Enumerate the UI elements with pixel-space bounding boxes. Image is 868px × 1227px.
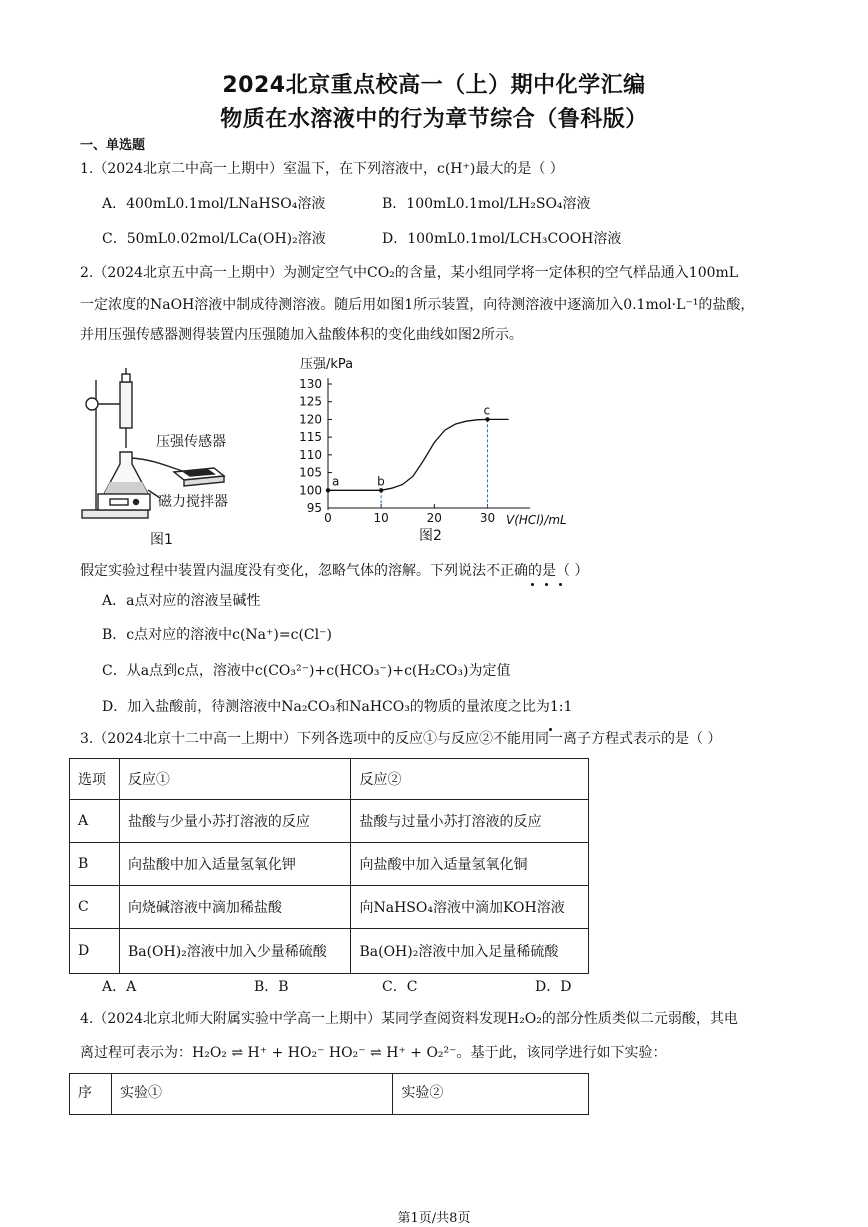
point-label-a: a — [332, 474, 340, 489]
q2-stem-line3: 并用压强传感器测得装置内压强随加入盐酸体积的变化曲线如图2所示。 — [80, 327, 523, 343]
table-cell: 向盐酸中加入适量氢氧化铜 — [351, 843, 589, 886]
x-tick-label: 20 — [426, 511, 442, 525]
y-axis-label: 压强/kPa — [300, 357, 354, 372]
emphasis-dot — [545, 583, 548, 586]
table-header-cell: 序 — [70, 1074, 112, 1115]
point-b — [379, 488, 383, 492]
clamp-knob — [86, 398, 98, 410]
x-tick-label: 30 — [479, 511, 496, 525]
q2-stem-line2: 一定浓度的NaOH溶液中制成待测溶液。随后用如图1所示装置，向待测溶液中逐滴加入0.1mol·L⁻¹的盐酸， — [80, 297, 755, 313]
table-header-row — [70, 759, 589, 800]
table-row — [70, 843, 589, 886]
q2-option-d: D．加入盐酸前，待测溶液中Na₂CO₃和NaHCO₃的物质的量浓度之比为1:1 — [102, 699, 573, 715]
table-row — [70, 929, 589, 974]
table-row — [70, 886, 589, 929]
q1-stem: 1.（2024北京二中高一上期中）室温下，在下列溶液中，c(H⁺)最大的是（ ） — [80, 161, 564, 177]
y-tick-label: 125 — [299, 394, 322, 409]
q1-option-b: B．100mL0.1mol/LH₂SO₄溶液 — [382, 196, 591, 212]
table-header-cell: 反应① — [119, 759, 351, 800]
figure2-pressure-chart — [290, 352, 570, 548]
table-header-cell: 实验② — [393, 1074, 589, 1115]
q2-option-b: B．c点对应的溶液中c(Na⁺)=c(Cl⁻) — [102, 627, 332, 643]
y-tick-label: 120 — [299, 412, 322, 427]
pressure-sensor-label: 压强传感器 — [156, 434, 226, 450]
table-cell: A — [70, 800, 120, 843]
y-tick-label: 115 — [299, 430, 322, 445]
table-row — [70, 800, 589, 843]
table-cell: B — [70, 843, 120, 886]
pressure-curve — [328, 419, 509, 490]
table-header-cell: 反应② — [351, 759, 589, 800]
q1-option-d: D．100mL0.1mol/LCH₃COOH溶液 — [382, 231, 622, 247]
q2-question: 假定实验过程中装置内温度没有变化，忽略气体的溶解。下列说法不正确的是（ ） — [80, 563, 589, 579]
point-label-b: b — [377, 474, 385, 489]
figure1-apparatus — [76, 360, 256, 550]
section-heading: 一、单选题 — [80, 138, 146, 153]
q3-option-c: C．C — [382, 979, 418, 995]
table-header-cell: 实验① — [111, 1074, 392, 1115]
q3-table — [69, 758, 589, 974]
document-title-line2: 物质在水溶液中的行为章节综合（鲁科版） — [220, 107, 648, 132]
x-tick-label: 10 — [373, 511, 389, 525]
table-cell: 盐酸与过量小苏打溶液的反应 — [351, 800, 589, 843]
table-cell: Ba(OH)₂溶液中加入少量稀硫酸 — [119, 929, 351, 974]
document-title-line1: 2024北京重点校高一（上）期中化学汇编 — [222, 73, 646, 98]
table-cell: Ba(OH)₂溶液中加入足量稀硫酸 — [351, 929, 589, 974]
emphasis-dot — [531, 583, 534, 586]
point-a — [326, 488, 330, 492]
q4-stem-line2: 离过程可表示为：H₂O₂ ⇌ H⁺ + HO₂⁻ HO₂⁻ ⇌ H⁺ + O₂²⁻。基于此，该同学进行如下实验： — [80, 1045, 667, 1061]
y-tick-label: 105 — [299, 465, 322, 480]
emphasis-dot — [549, 728, 552, 731]
figure2-caption: 图2 — [419, 528, 442, 544]
magnetic-stirrer-label: 磁力搅拌器 — [158, 494, 228, 510]
q2-stem-line1: 2.（2024北京五中高一上期中）为测定空气中CO₂的含量，某小组同学将一定体积的空气样品通入100mL — [80, 265, 739, 281]
q3-stem: 3.（2024北京十二中高一上期中）下列各选项中的反应①与反应②不能用同一离子方程式表示的是（ ） — [80, 731, 722, 747]
table-cell: 向NaHSO₄溶液中滴加KOH溶液 — [351, 886, 589, 929]
y-tick-label: 100 — [299, 483, 322, 498]
table-cell: 向烧碱溶液中滴加稀盐酸 — [119, 886, 351, 929]
x-axis-label: V(HCl)/mL — [506, 513, 567, 527]
q4-stem-line1: 4.（2024北京北师大附属实验中学高一上期中）某同学查阅资料发现H₂O₂的部分性质类似二元弱酸，其电 — [80, 1011, 738, 1027]
y-tick-label: 130 — [299, 377, 322, 391]
stand-base — [82, 510, 148, 518]
point-label-c: c — [483, 403, 491, 418]
x-tick-label: 0 — [324, 511, 332, 525]
table-cell: C — [70, 886, 120, 929]
emphasis-dot — [559, 583, 562, 586]
q1-option-a: A．400mL0.1mol/LNaHSO₄溶液 — [102, 196, 326, 212]
q4-table — [69, 1073, 589, 1115]
q1-option-c: C．50mL0.02mol/LCa(OH)₂溶液 — [102, 231, 326, 247]
y-tick-label: 95 — [306, 501, 322, 515]
table-cell: 盐酸与少量小苏打溶液的反应 — [119, 800, 351, 843]
q3-option-a: A．A — [102, 979, 137, 995]
q3-option-d: D．D — [535, 979, 572, 995]
q2-option-a: A．a点对应的溶液呈碱性 — [102, 593, 261, 609]
table-cell: D — [70, 929, 120, 974]
point-c — [485, 417, 489, 421]
page-footer: 第1页/共8页 — [397, 1211, 471, 1226]
q3-option-b: B．B — [254, 979, 289, 995]
table-header-row — [70, 1074, 589, 1115]
figure1-caption: 图1 — [150, 532, 173, 548]
table-cell: 向盐酸中加入适量氢氧化钾 — [119, 843, 351, 886]
y-tick-label: 110 — [299, 447, 322, 462]
table-header-cell: 选项 — [70, 759, 120, 800]
burette-body — [120, 382, 132, 428]
q2-option-c: C．从a点到c点，溶液中c(CO₃²⁻)+c(HCO₃⁻)+c(H₂CO₃)为定值 — [102, 663, 511, 679]
